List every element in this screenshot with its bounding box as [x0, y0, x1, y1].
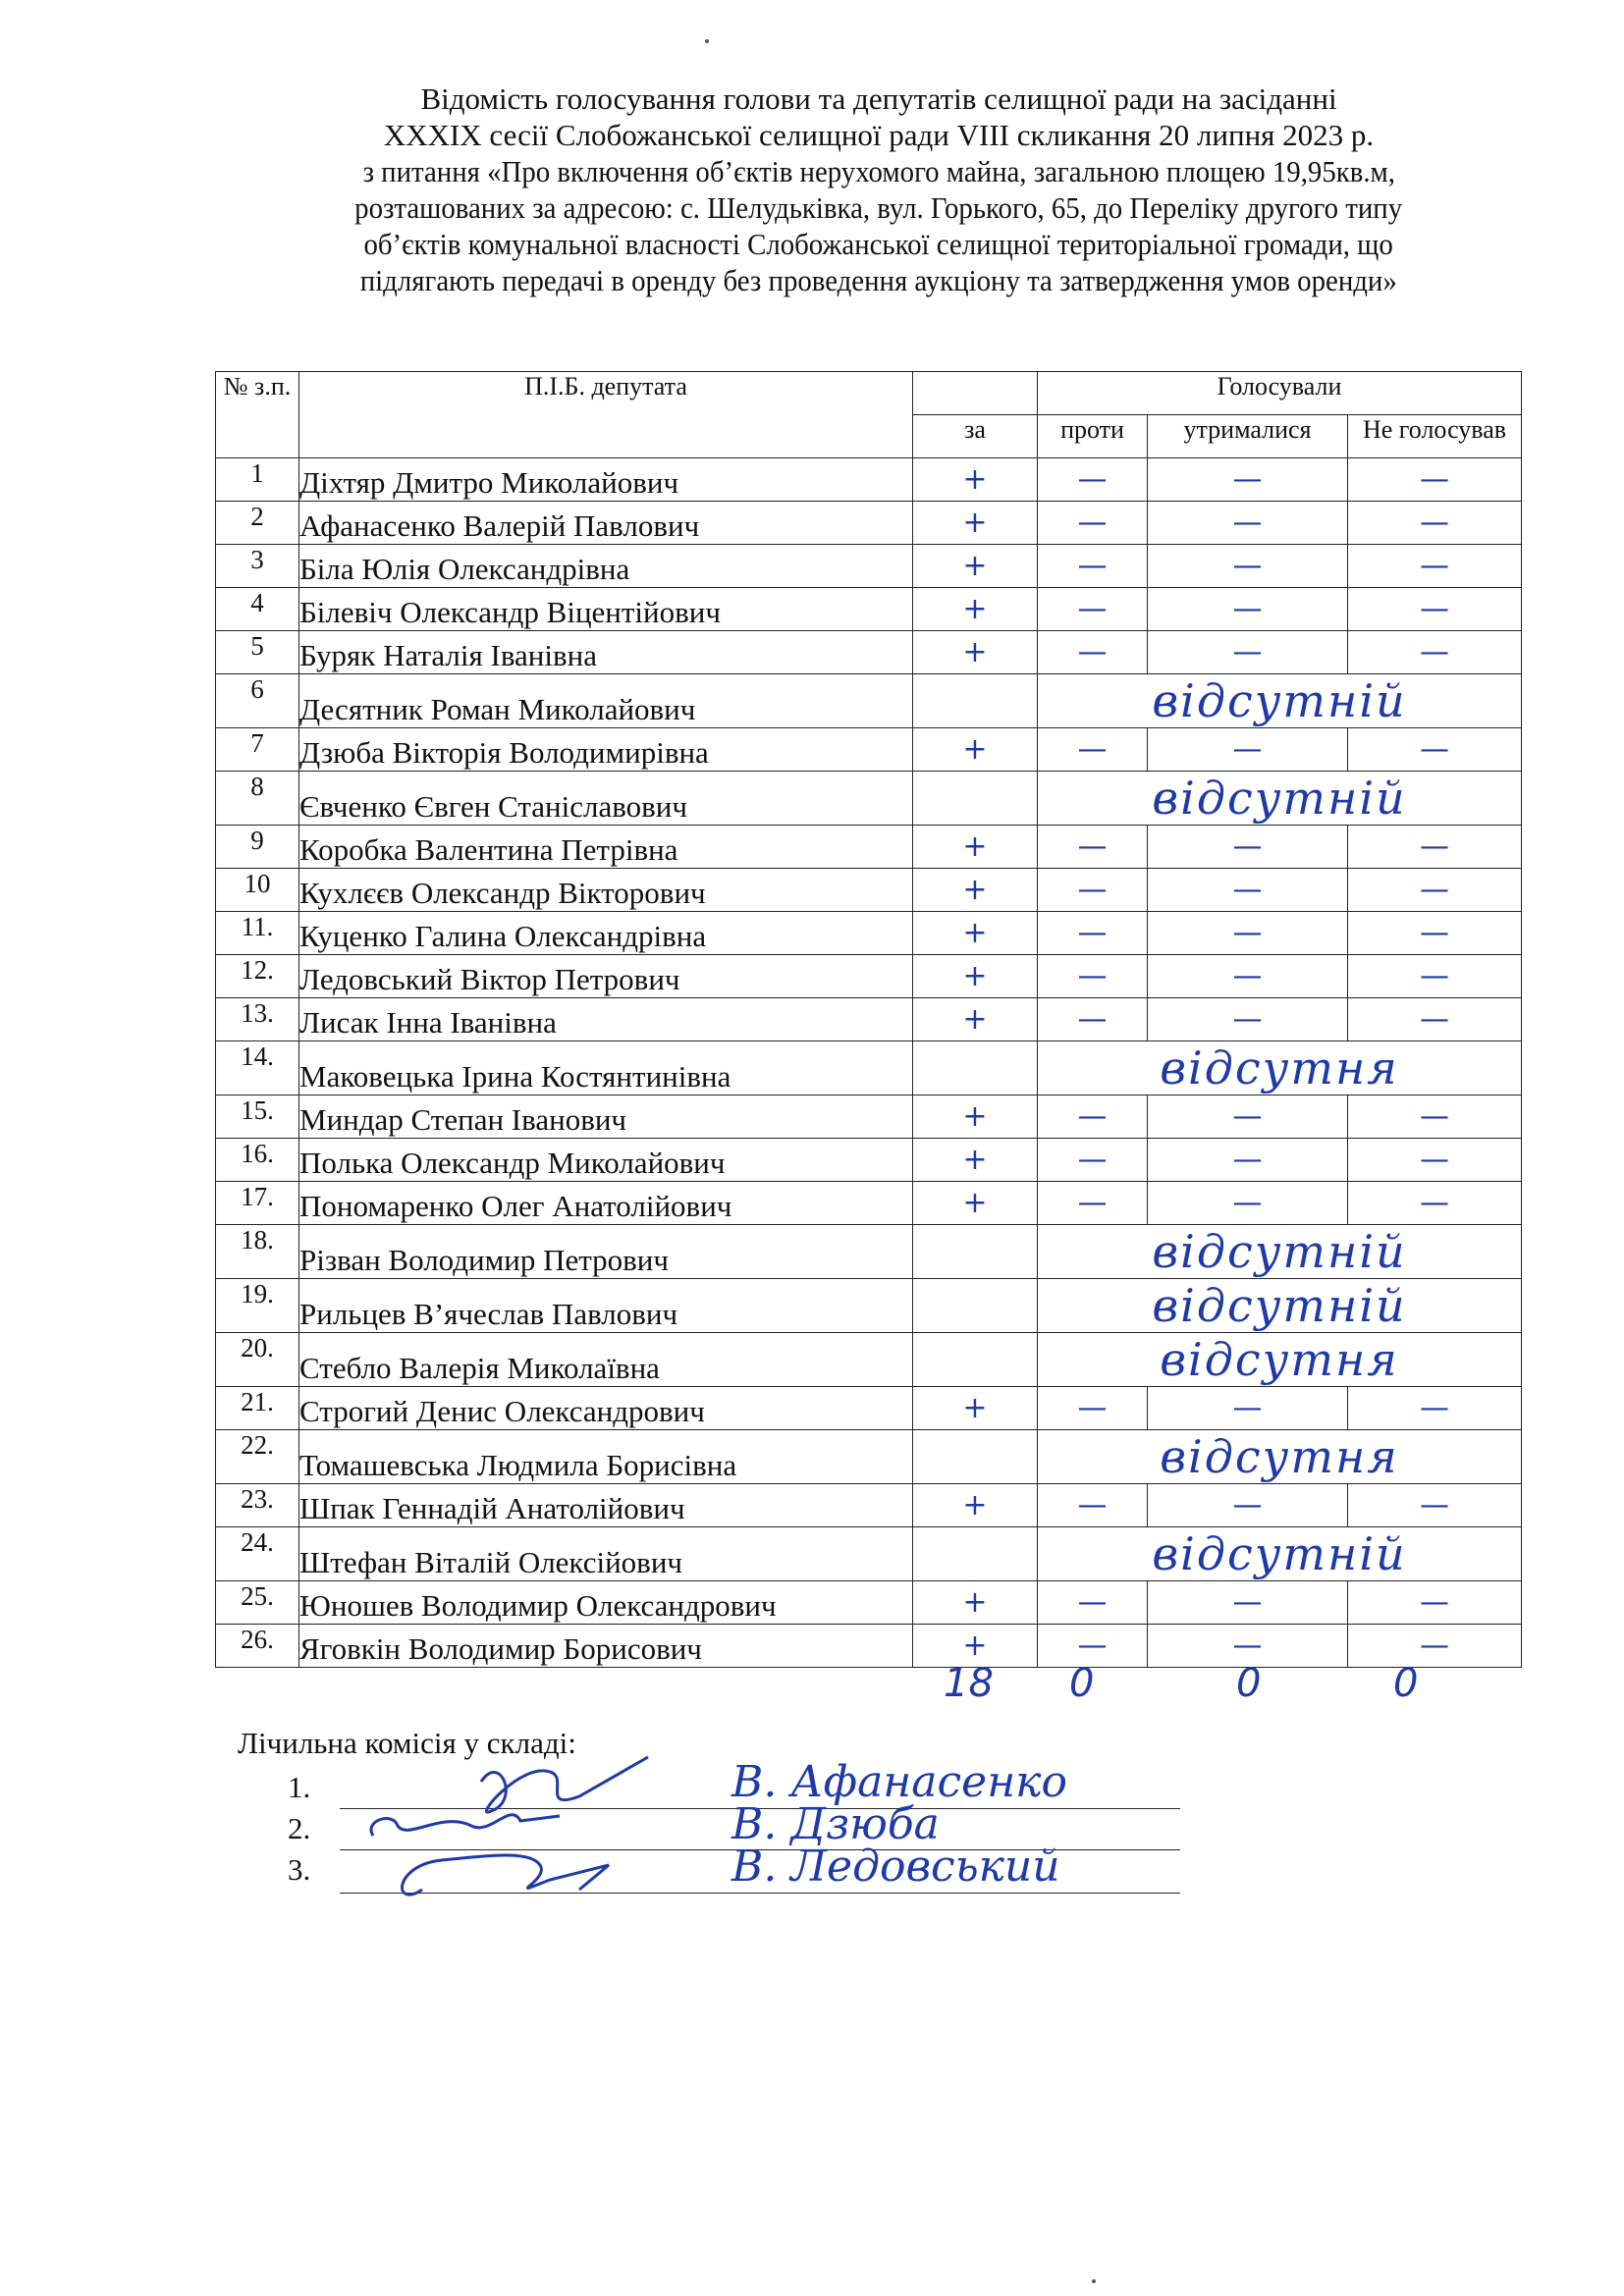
vote-za: + — [913, 869, 1038, 912]
vote-utrymalysia: — — [1148, 728, 1348, 772]
commission-member-1 — [288, 1770, 327, 1805]
vote-utrymalysia: — — [1148, 1095, 1348, 1139]
vote-utrymalysia: — — [1148, 869, 1348, 912]
row-number: 17. — [216, 1182, 299, 1225]
vote-proty: — — [1038, 869, 1148, 912]
vote-za — [913, 1279, 1038, 1333]
vote-za: + — [913, 545, 1038, 588]
table-row — [216, 1139, 1522, 1182]
title-line-1: Відомість голосування голови та депутатів селищної ради на засіданні — [420, 81, 1337, 116]
row-number: 25. — [216, 1581, 299, 1625]
header-name: П.І.Б. депутата — [299, 372, 913, 458]
deputy-name: Штефан Віталій Олексійович — [299, 1527, 913, 1581]
vote-za — [913, 1333, 1038, 1387]
vote-proty: — — [1038, 1095, 1148, 1139]
deputy-name: Рильцев В’ячеслав Павлович — [299, 1279, 913, 1333]
row-number: 8 — [216, 772, 299, 826]
vote-ne-holosuvav: — — [1348, 458, 1522, 502]
vote-utrymalysia: — — [1148, 631, 1348, 674]
vote-ne-holosuvav: — — [1348, 1182, 1522, 1225]
vote-utrymalysia: — — [1148, 1139, 1348, 1182]
vote-utrymalysia: — — [1148, 1625, 1348, 1668]
deputy-name: Ледовський Віктор Петрович — [299, 955, 913, 998]
vote-proty: — — [1038, 1387, 1148, 1430]
vote-za: + — [913, 1484, 1038, 1527]
vote-za — [913, 772, 1038, 826]
row-number: 19. — [216, 1279, 299, 1333]
deputy-name: Томашевська Людмила Борисівна — [299, 1430, 913, 1484]
vote-ne-holosuvav: — — [1348, 502, 1522, 545]
absent-note: відсутній — [1038, 772, 1522, 826]
vote-proty: — — [1038, 728, 1148, 772]
table-row — [216, 1182, 1522, 1225]
vote-za — [913, 1527, 1038, 1581]
deputy-name: Білевіч Олександр Віцентійович — [299, 588, 913, 631]
member-index: 1. — [288, 1770, 311, 1804]
vote-za: + — [913, 458, 1038, 502]
row-number: 15. — [216, 1095, 299, 1139]
vote-utrymalysia: — — [1148, 545, 1348, 588]
deputy-name: Пономаренко Олег Анатолійович — [299, 1182, 913, 1225]
table-row — [216, 1095, 1522, 1139]
signature-2 — [371, 1815, 560, 1836]
vote-proty: — — [1038, 1581, 1148, 1625]
row-number: 22. — [216, 1430, 299, 1484]
header-empty-za — [913, 372, 1038, 415]
header-utrymalysia: утрималися — [1148, 415, 1348, 458]
document-title — [226, 80, 1532, 298]
vote-proty: — — [1038, 1625, 1148, 1668]
header-voted: Голосували — [1038, 372, 1522, 415]
table-row — [216, 1430, 1522, 1484]
header-ne-holosuvav: Не голосував — [1348, 415, 1522, 458]
vote-za: + — [913, 1581, 1038, 1625]
row-number: 26. — [216, 1625, 299, 1668]
row-number: 4 — [216, 588, 299, 631]
deputy-name: Євченко Євген Станіславович — [299, 772, 913, 826]
row-number: 21. — [216, 1387, 299, 1430]
total-proty: 0 — [1069, 1661, 1095, 1706]
deputy-name: Біла Юлія Олександрівна — [299, 545, 913, 588]
vote-utrymalysia: — — [1148, 826, 1348, 869]
table-row — [216, 826, 1522, 869]
deputy-name: Афанасенко Валерій Павлович — [299, 502, 913, 545]
table-row — [216, 1527, 1522, 1581]
table-row — [216, 772, 1522, 826]
vote-utrymalysia: — — [1148, 1484, 1348, 1527]
row-number: 7 — [216, 728, 299, 772]
deputy-name: Маковецька Ірина Костянтинівна — [299, 1041, 913, 1095]
table-row — [216, 1581, 1522, 1625]
vote-ne-holosuvav: — — [1348, 1095, 1522, 1139]
title-line-4: розташованих за адресою: с. Шелудьківка, вул. Горького, 65, до Переліку другого типу — [354, 190, 1403, 225]
total-ne-holosuvav: 0 — [1393, 1661, 1419, 1706]
row-number: 18. — [216, 1225, 299, 1279]
vote-za: + — [913, 912, 1038, 955]
table-row — [216, 1484, 1522, 1527]
absent-note: відсутній — [1038, 674, 1522, 728]
member-index: 3. — [288, 1852, 311, 1887]
deputy-name: Строгий Денис Олександрович — [299, 1387, 913, 1430]
vote-ne-holosuvav: — — [1348, 1387, 1522, 1430]
vote-proty: — — [1038, 955, 1148, 998]
vote-ne-holosuvav: — — [1348, 955, 1522, 998]
handwritten-signatures — [353, 1742, 687, 1919]
vote-za: + — [913, 1095, 1038, 1139]
vote-za: + — [913, 588, 1038, 631]
vote-proty: — — [1038, 1484, 1148, 1527]
row-number: 14. — [216, 1041, 299, 1095]
vote-ne-holosuvav: — — [1348, 826, 1522, 869]
vote-utrymalysia: — — [1148, 955, 1348, 998]
vote-za: + — [913, 728, 1038, 772]
table-row — [216, 674, 1522, 728]
row-number: 5 — [216, 631, 299, 674]
absent-note: відсутній — [1038, 1279, 1522, 1333]
deputy-name: Полька Олександр Миколайович — [299, 1139, 913, 1182]
vote-utrymalysia: — — [1148, 912, 1348, 955]
row-number: 24. — [216, 1527, 299, 1581]
vote-ne-holosuvav: — — [1348, 631, 1522, 674]
deputy-name: Різван Володимир Петрович — [299, 1225, 913, 1279]
vote-ne-holosuvav: — — [1348, 728, 1522, 772]
row-number: 23. — [216, 1484, 299, 1527]
table-row — [216, 728, 1522, 772]
vote-utrymalysia: — — [1148, 1581, 1348, 1625]
deputy-name: Кухлєєв Олександр Вікторович — [299, 869, 913, 912]
row-number: 20. — [216, 1333, 299, 1387]
absent-note: відсутній — [1038, 1225, 1522, 1279]
member-name-1: В. Афанасенко — [731, 1757, 1067, 1807]
commission-label: Лічильна комісія у складі: — [238, 1726, 576, 1760]
row-number: 1 — [216, 458, 299, 502]
row-number: 9 — [216, 826, 299, 869]
member-name-2: В. Дзюба — [731, 1799, 940, 1849]
table-row — [216, 588, 1522, 631]
vote-ne-holosuvav: — — [1348, 998, 1522, 1041]
deputy-name: Коробка Валентина Петрівна — [299, 826, 913, 869]
vote-za: + — [913, 1387, 1038, 1430]
totals-row — [215, 1661, 1521, 1720]
vote-ne-holosuvav: — — [1348, 1581, 1522, 1625]
row-number: 3 — [216, 545, 299, 588]
deputy-name: Куценко Галина Олександрівна — [299, 912, 913, 955]
vote-proty: — — [1038, 826, 1148, 869]
row-number: 6 — [216, 674, 299, 728]
vote-za: + — [913, 1182, 1038, 1225]
vote-proty: — — [1038, 1182, 1148, 1225]
deputy-name: Миндар Степан Іванович — [299, 1095, 913, 1139]
table-row — [216, 1041, 1522, 1095]
vote-za: + — [913, 631, 1038, 674]
header-proty: проти — [1038, 415, 1148, 458]
absent-note: відсутній — [1038, 1527, 1522, 1581]
vote-utrymalysia: — — [1148, 458, 1348, 502]
table-row — [216, 955, 1522, 998]
title-line-6: підлягають передачі в оренду без проведення аукціону та затвердження умов оренди» — [359, 263, 1398, 297]
row-number: 10 — [216, 869, 299, 912]
vote-ne-holosuvav: — — [1348, 1484, 1522, 1527]
deputy-name: Десятник Роман Миколайович — [299, 674, 913, 728]
vote-ne-holosuvav: — — [1348, 545, 1522, 588]
signature-3 — [403, 1855, 609, 1895]
row-number: 2 — [216, 502, 299, 545]
voting-table — [215, 371, 1522, 1668]
scan-speck — [1092, 2279, 1096, 2283]
vote-ne-holosuvav: — — [1348, 588, 1522, 631]
member-name-3: В. Ледовський — [731, 1842, 1060, 1892]
vote-za: + — [913, 955, 1038, 998]
vote-za: + — [913, 1139, 1038, 1182]
deputy-name: Лисак Інна Іванівна — [299, 998, 913, 1041]
vote-proty: — — [1038, 1139, 1148, 1182]
deputy-name: Юношев Володимир Олександрович — [299, 1581, 913, 1625]
vote-utrymalysia: — — [1148, 502, 1348, 545]
vote-proty: — — [1038, 912, 1148, 955]
absent-note: відсутня — [1038, 1333, 1522, 1387]
commission-member-3 — [288, 1852, 327, 1888]
title-line-5: об’єктів комунальної власності Слобожанської селищної територіальної громади, що — [363, 227, 1394, 261]
vote-utrymalysia: — — [1148, 1387, 1348, 1430]
deputy-name: Діхтяр Дмитро Миколайович — [299, 458, 913, 502]
row-number: 11. — [216, 912, 299, 955]
absent-note: відсутня — [1038, 1041, 1522, 1095]
vote-za: + — [913, 998, 1038, 1041]
vote-proty: — — [1038, 588, 1148, 631]
vote-proty: — — [1038, 631, 1148, 674]
deputy-name: Стебло Валерія Миколаївна — [299, 1333, 913, 1387]
vote-za: + — [913, 502, 1038, 545]
table-row — [216, 912, 1522, 955]
total-utrymalysia: 0 — [1236, 1661, 1262, 1706]
vote-za — [913, 1225, 1038, 1279]
member-index: 2. — [288, 1811, 311, 1845]
deputy-name: Шпак Геннадій Анатолійович — [299, 1484, 913, 1527]
table-row — [216, 545, 1522, 588]
row-number: 12. — [216, 955, 299, 998]
table-row — [216, 1279, 1522, 1333]
table-row — [216, 1225, 1522, 1279]
vote-proty: — — [1038, 458, 1148, 502]
header-row-top — [216, 372, 1522, 415]
total-za: 18 — [944, 1661, 994, 1706]
table-row — [216, 869, 1522, 912]
table-row — [216, 998, 1522, 1041]
deputy-name: Дзюба Вікторія Володимирівна — [299, 728, 913, 772]
table-row — [216, 1333, 1522, 1387]
scan-speck — [705, 39, 709, 43]
vote-za — [913, 1041, 1038, 1095]
vote-za: + — [913, 826, 1038, 869]
vote-ne-holosuvav: — — [1348, 1625, 1522, 1668]
signature-1 — [481, 1757, 648, 1812]
table-row — [216, 1387, 1522, 1430]
vote-za: + — [913, 1625, 1038, 1668]
commission-member-2 — [288, 1811, 327, 1846]
row-number: 13. — [216, 998, 299, 1041]
header-za: за — [913, 415, 1038, 458]
title-line-2: XXXIX сесії Слобожанської селищної ради VIII скликання 20 липня 2023 р. — [383, 118, 1375, 152]
vote-proty: — — [1038, 545, 1148, 588]
vote-utrymalysia: — — [1148, 588, 1348, 631]
title-line-3: з питання «Про включення об’єктів нерухомого майна, загальною площею 19,95кв.м, — [362, 154, 1395, 188]
vote-utrymalysia: — — [1148, 998, 1348, 1041]
table-row — [216, 502, 1522, 545]
table-row — [216, 458, 1522, 502]
header-num: № з.п. — [216, 372, 299, 458]
vote-ne-holosuvav: — — [1348, 912, 1522, 955]
vote-ne-holosuvav: — — [1348, 869, 1522, 912]
deputy-name: Буряк Наталія Іванівна — [299, 631, 913, 674]
table-row — [216, 631, 1522, 674]
vote-proty: — — [1038, 502, 1148, 545]
deputy-name: Яговкін Володимир Борисович — [299, 1625, 913, 1668]
row-number: 16. — [216, 1139, 299, 1182]
vote-ne-holosuvav: — — [1348, 1139, 1522, 1182]
vote-za — [913, 1430, 1038, 1484]
vote-proty: — — [1038, 998, 1148, 1041]
vote-utrymalysia: — — [1148, 1182, 1348, 1225]
absent-note: відсутня — [1038, 1430, 1522, 1484]
vote-za — [913, 674, 1038, 728]
